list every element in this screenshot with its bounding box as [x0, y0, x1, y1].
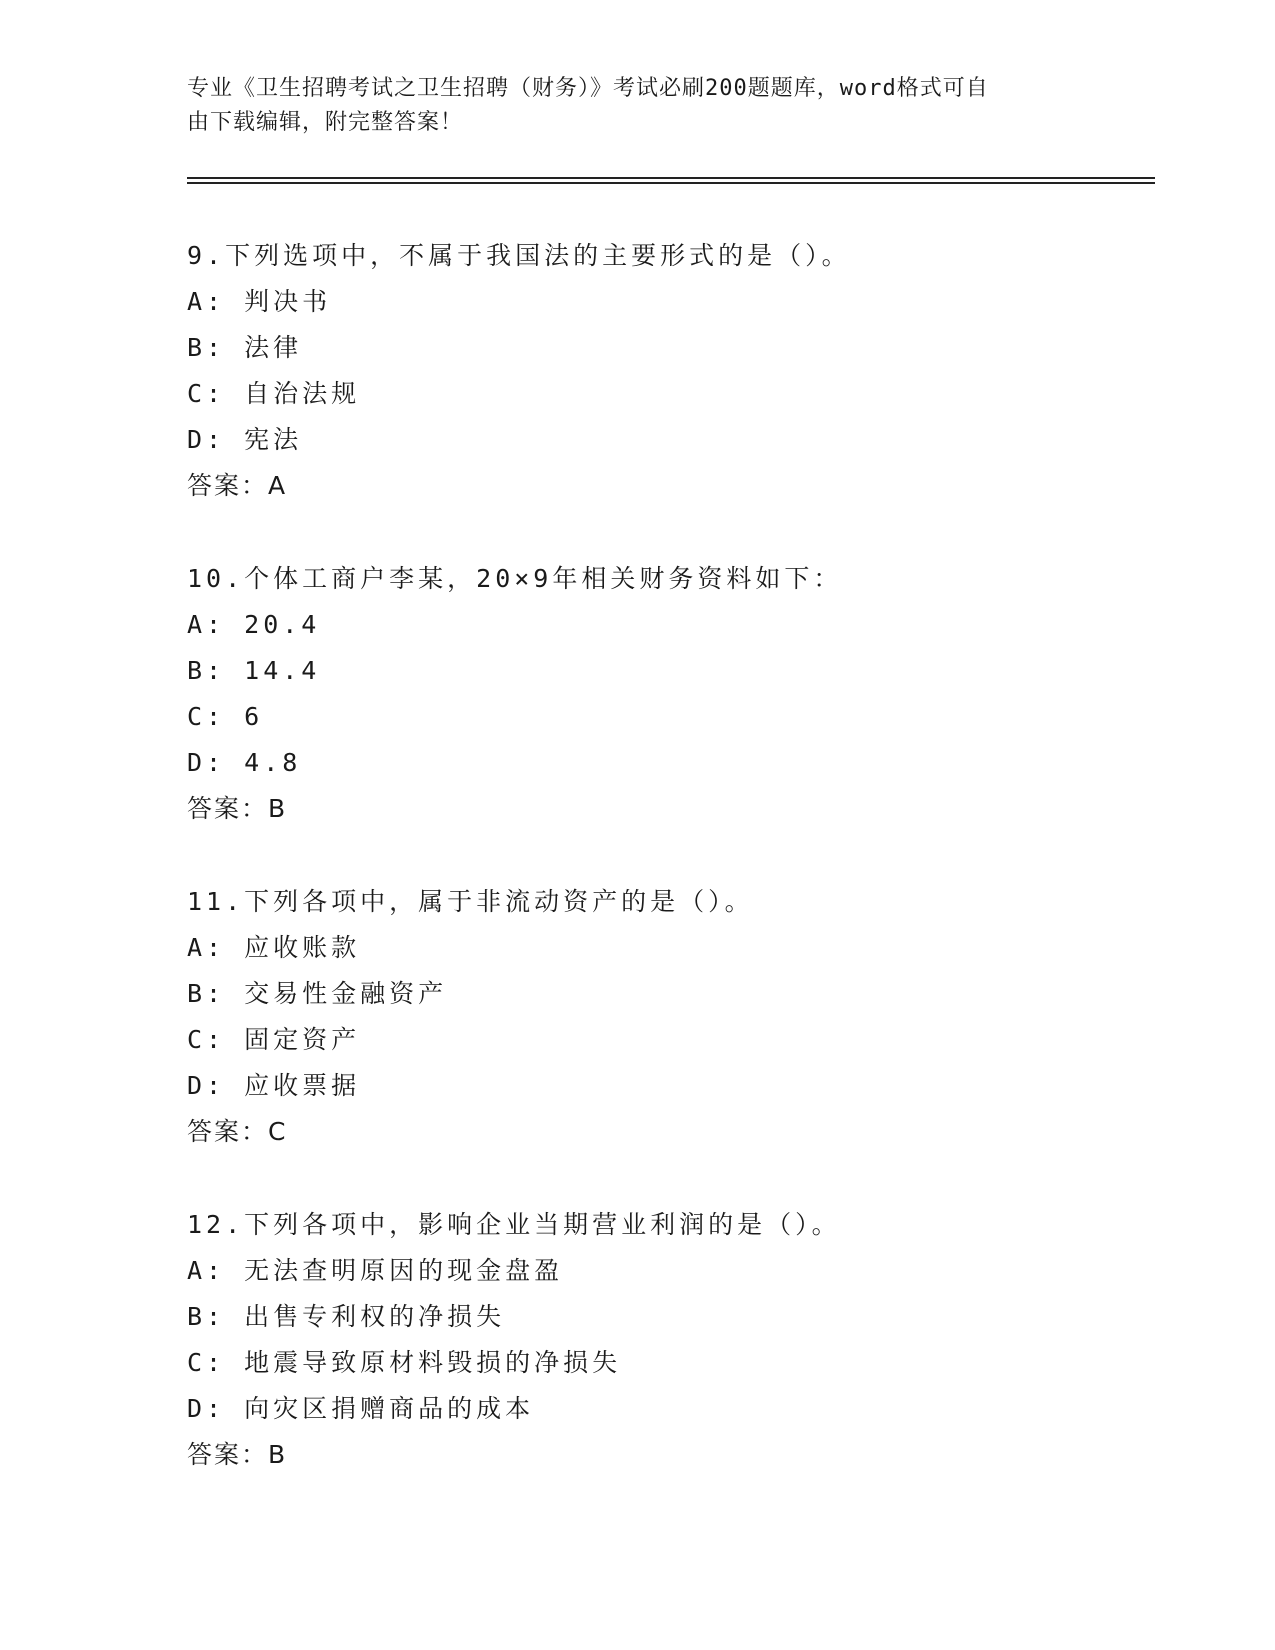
question-stem: 10.个体工商户李某，20×9年相关财务资料如下： [187, 564, 843, 593]
answer-line: 答案：B [187, 794, 288, 823]
header-line-1: 专业《卫生招聘考试之卫生招聘（财务）》考试必刷200题题库，word格式可自 [187, 76, 989, 101]
answer-line: 答案：A [187, 471, 288, 500]
question-12 [187, 1202, 1147, 1478]
question-10 [187, 556, 1147, 832]
document-header [187, 72, 1087, 140]
option-c: C: 固定资产 [187, 1025, 361, 1054]
question-stem: 9.下列选项中，不属于我国法的主要形式的是（）。 [187, 241, 851, 270]
option-d: D: 4.8 [187, 748, 302, 777]
option-b: B: 出售专利权的净损失 [187, 1302, 506, 1331]
option-b: B: 法律 [187, 333, 303, 362]
answer-line: 答案：C [187, 1117, 288, 1146]
question-list [187, 233, 1147, 1525]
option-d: D: 宪法 [187, 425, 303, 454]
option-c: C: 地震导致原材料毁损的净损失 [187, 1348, 622, 1377]
question-9 [187, 233, 1147, 509]
option-d: D: 向灾区捐赠商品的成本 [187, 1394, 535, 1423]
header-divider-top [187, 177, 1155, 179]
question-stem: 11.下列各项中，属于非流动资产的是（）。 [187, 887, 754, 916]
option-c: C: 自治法规 [187, 379, 361, 408]
header-divider-bottom [187, 182, 1155, 184]
answer-line: 答案：B [187, 1440, 288, 1469]
question-stem: 12.下列各项中，影响企业当期营业利润的是（）。 [187, 1210, 841, 1239]
option-d: D: 应收票据 [187, 1071, 361, 1100]
option-a: A: 判决书 [187, 287, 332, 316]
option-b: B: 14.4 [187, 656, 321, 685]
header-line-2: 由下载编辑，附完整答案！ [187, 110, 464, 135]
option-a: A: 无法查明原因的现金盘盈 [187, 1256, 564, 1285]
option-b: B: 交易性金融资产 [187, 979, 448, 1008]
option-a: A: 20.4 [187, 610, 321, 639]
option-c: C: 6 [187, 702, 264, 731]
question-11 [187, 879, 1147, 1155]
option-a: A: 应收账款 [187, 933, 361, 962]
